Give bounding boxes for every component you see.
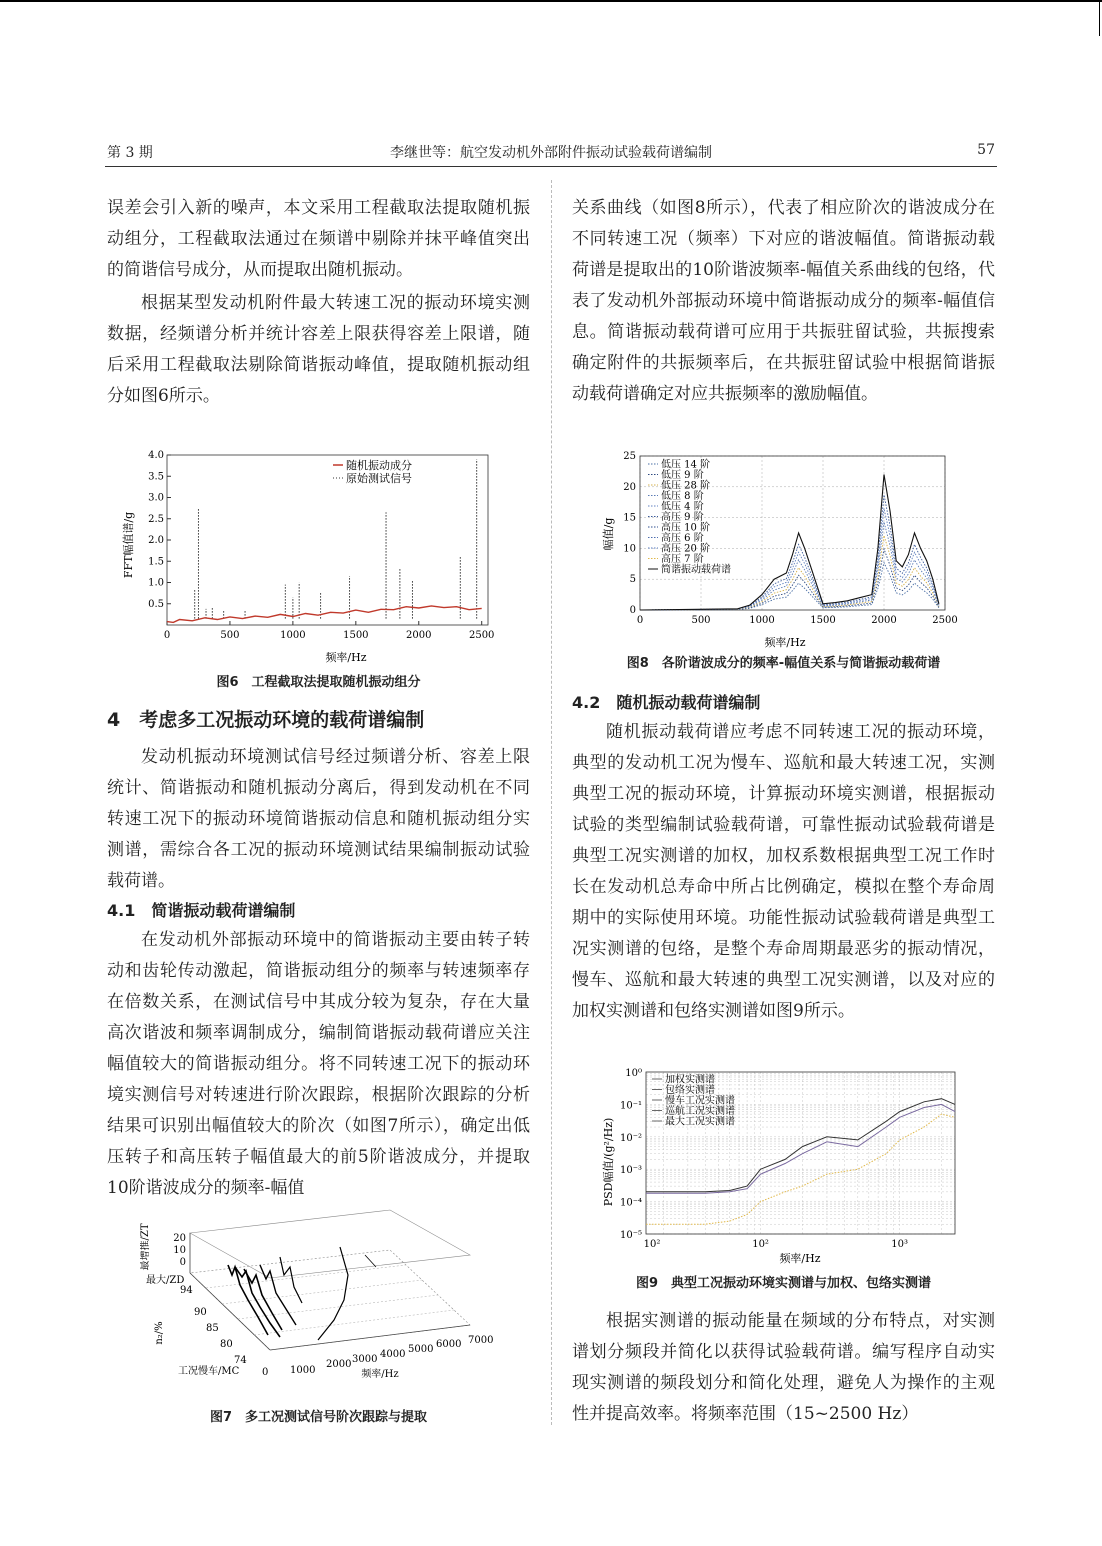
y-tick-label: 3.5 — [148, 471, 164, 483]
x-tick-label: 2000 — [406, 630, 432, 641]
x-tick-label: 1500 — [343, 630, 369, 641]
legend-label: 低压 9 阶 — [661, 470, 704, 481]
paragraph: 在发动机外部振动环境中的简谐振动主要由转子转动和齿轮传动激起，简谐振动组分的频率与转速频率存在倍数关系，在测试信号中其成分较为复杂，存在大量高次谐波和频率调制成分，编制简谐振动载荷谱应关注幅值较大的简谐振动组分。将不同转速工况下的振动环境实测信号对转速进行阶次跟踪，根据阶次跟踪的分析结果可识别出幅值较大的阶次（如图7所示），确定出低压转子和高压转子幅值最大的前5阶谐波成分，并提取10阶谐波成分的频率-幅值 — [107, 930, 530, 1198]
header-rule — [105, 166, 997, 167]
x-tick-label: 0 — [163, 630, 171, 641]
legend-label: 最大工况实测谱 — [665, 1116, 735, 1128]
figure-6-caption: 图6 工程截取法提取随机振动组分 — [216, 675, 421, 690]
paragraph: 根据某型发动机附件最大转速工况的振动环境实测数据，经频谱分析并统计容差上限获得容差上限谱，随后采用工程截取法剔除简谐振动峰值，提取随机振动组分如图6所示。 — [107, 293, 530, 406]
paragraph: 随机振动载荷谱应考虑不同转速工况的振动环境，典型的发动机工况为慢车、巡航和最大转速工况，实测典型工况的振动环境，计算振动环境实测谱，根据振动试验的类型编制试验载荷谱，可靠性振动试验载荷谱是典型工况实测谱的加权，加权系数根据典型工况工作时长在发动机总寿命中所占比例确定，模拟在整个寿命周期中的实际使用环境。功能性振动试验载荷谱是典型工况实测谱的包络，是整个寿命周期最恶劣的振动情况，慢车、巡航和最大转速的典型工况实测谱，以及对应的加权实测谱和包络实测谱如图9所示。 — [572, 722, 995, 1021]
y-axis-label: FFT幅值谱/g — [122, 511, 135, 579]
legend-label: 巡航工况实测谱 — [665, 1106, 735, 1117]
y-tick-label: 1.5 — [148, 556, 164, 568]
section-4-heading: 4 考虑多工况振动环境的载荷谱编制 — [107, 709, 425, 731]
y-axis-label: 幅值/g — [602, 517, 615, 551]
y-tick-label: 10⁻⁴ — [619, 1197, 642, 1209]
y-tick-label: 10⁻³ — [619, 1165, 642, 1177]
y-tick-label: 0 — [629, 605, 636, 616]
legend-label: 高压 7 阶 — [661, 554, 704, 565]
psd-series — [646, 1114, 955, 1224]
figure-7-caption: 图7 多工况测试信号阶次跟踪与提取 — [209, 1410, 428, 1425]
paragraph: 误差会引入新的噪声，本文采用工程截取法提取随机振动组分，工程截取法通过在频谱中剔除并抹平峰值突出的简谐信号成分，从而提取出随机振动。 — [107, 198, 530, 280]
n-axis-label: n₂/% — [154, 1321, 165, 1345]
x-tick-label: 2500 — [932, 615, 958, 626]
legend-label: 高压 20 阶 — [661, 543, 711, 555]
legend-random: 随机振动成分 — [346, 459, 412, 472]
y-axis-label: PSD幅值/(g²/Hz) — [602, 1117, 615, 1207]
legend-raw: 原始测试信号 — [346, 472, 412, 485]
x-tick-label: 1000 — [749, 615, 775, 626]
x-axis-label: 频率/Hz — [779, 1252, 821, 1265]
paragraph: 根据实测谱的振动能量在频域的分布特点，对实测谱划分频段并简化以获得试验载荷谱。编写程序自动实现实测谱的频段划分和简化处理，避免人为操作的主观性并提高效率。将频率范围（15~2500 Hz） — [572, 1311, 995, 1424]
y-tick-label: 10⁻² — [619, 1132, 642, 1144]
running-header — [107, 142, 995, 166]
left-column-top — [107, 193, 530, 412]
x-tick-label: 2000 — [871, 615, 897, 626]
y-tick-label: 3.0 — [148, 492, 164, 504]
y-tick-label: 5 — [629, 574, 636, 586]
x-axis-label: 频率/Hz — [361, 1369, 399, 1380]
legend-label: 加权实测谱 — [665, 1074, 715, 1086]
right-column-top — [572, 193, 995, 410]
random-component-line — [167, 606, 482, 623]
x-tick: 6000 — [436, 1339, 462, 1350]
y-tick-label: 2.5 — [148, 513, 164, 525]
legend-label: 包络实测谱 — [665, 1085, 715, 1096]
z-tick: 20 — [173, 1233, 186, 1244]
y-tick-label: 2.0 — [148, 535, 164, 546]
legend-label: 简谐振动载荷谱 — [661, 564, 731, 576]
running-title: 李继世等：航空发动机外部附件振动试验载荷谱编制 — [390, 145, 712, 161]
figure-8-chart — [600, 446, 970, 650]
x-tick-label: 500 — [691, 615, 711, 626]
section-4-1-heading: 4.1 简谐振动载荷谱编制 — [107, 901, 296, 920]
paragraph: 关系曲线（如图8所示），代表了相应阶次的谐波成分在不同转速工况（频率）下对应的谐波幅值。简谐振动载荷谱是提取出的10阶谐波频率-幅值关系曲线的包络，代表了发动机外部振动环境中简谐振动成分的频率-幅值信息。简谐振动载荷谱可应用于共振驻留试验，共振搜索确定附件的共振频率后，在共振驻留试验中根据简谐振动载荷谱确定对应共振频率的激励幅值。 — [572, 198, 995, 404]
x-tick-label: 10³ — [891, 1239, 909, 1250]
x-tick-label: 0 — [636, 615, 644, 626]
figure-9-chart — [600, 1064, 970, 1268]
page-number: 57 — [977, 142, 995, 158]
legend-label: 高压 10 阶 — [661, 522, 711, 534]
n-tick: 90 — [194, 1307, 207, 1318]
y-tick-label: 15 — [623, 512, 636, 524]
x-tick: 1000 — [290, 1365, 316, 1376]
legend-label: 高压 6 阶 — [661, 533, 704, 544]
left-column-section4 — [107, 705, 530, 1204]
y-tick-label: 25 — [623, 451, 636, 462]
plot-frame — [167, 455, 488, 625]
z-axis-title: 最增推/ZT — [140, 1223, 151, 1271]
legend-label: 低压 8 阶 — [661, 491, 704, 502]
x-tick-label: 500 — [220, 630, 240, 641]
x-tick: 7000 — [468, 1335, 494, 1346]
z-axis-max: 最大/ZD — [146, 1275, 185, 1286]
y-tick-label: 10 — [623, 543, 636, 555]
page-top-rule — [0, 0, 1102, 2]
x-axis-label: 频率/Hz — [325, 651, 367, 664]
right-column-section42 — [572, 689, 995, 1027]
x-axis-label: 频率/Hz — [764, 636, 806, 649]
n-tick: 80 — [220, 1339, 233, 1350]
y-tick-label: 10⁻⁵ — [619, 1230, 642, 1241]
page-corner-mark — [1099, 0, 1100, 36]
column-divider — [551, 180, 552, 1425]
legend-label: 低压 14 阶 — [661, 459, 711, 471]
figure-8-caption: 图8 各阶谐波成分的频率-幅值关系与简谐振动载荷谱 — [626, 656, 941, 671]
n-tick: 94 — [180, 1285, 193, 1296]
section-4-2-heading: 4.2 随机振动载荷谱编制 — [572, 693, 761, 712]
z-tick: 0 — [179, 1257, 186, 1268]
x-tick: 2000 — [326, 1359, 352, 1370]
legend-label: 低压 28 阶 — [661, 480, 711, 492]
y-tick-label: 10⁰ — [625, 1068, 642, 1079]
issue-number: 第 3 期 — [107, 145, 153, 161]
x-tick-label: 1500 — [810, 615, 836, 626]
figure-9-caption: 图9 典型工况振动环境实测谱与加权、包络实测谱 — [635, 1276, 932, 1291]
y-tick-label: 0.5 — [148, 598, 164, 610]
right-column-bottom — [572, 1306, 995, 1430]
y-tick-label: 4.0 — [148, 450, 164, 461]
x-tick-label: 2500 — [468, 630, 495, 641]
x-tick-label: 10² — [643, 1239, 661, 1250]
x-tick: 4000 — [380, 1349, 406, 1360]
y-tick-label: 1.0 — [148, 577, 164, 589]
legend-label: 慢车工况实测谱 — [665, 1095, 735, 1107]
figure-6-chart — [110, 445, 500, 667]
legend-label: 高压 9 阶 — [661, 512, 704, 523]
y-tick-label: 20 — [623, 481, 636, 493]
paragraph: 发动机振动环境测试信号经过频谱分析、容差上限统计、简谐振动和随机振动分离后，得到发动机在不同转速工况下的振动环境简谐振动信息和随机振动组分实测谱，需综合各工况的振动环境测试结果编制振动试验载荷谱。 — [107, 747, 530, 891]
z-tick: 10 — [173, 1245, 186, 1256]
x-tick-label: 10² — [752, 1239, 769, 1250]
x-tick: 0 — [262, 1367, 269, 1378]
n-tick: 85 — [206, 1323, 219, 1334]
y-tick-label: 10⁻¹ — [619, 1100, 642, 1112]
x-tick: 3000 — [352, 1354, 378, 1365]
legend-label: 低压 4 阶 — [661, 501, 704, 513]
figure-7-chart — [140, 1205, 520, 1395]
n-tick: 74 — [234, 1355, 247, 1366]
x-tick-label: 1000 — [280, 630, 306, 641]
idle-label: 工况慢车/MC — [178, 1366, 240, 1377]
x-tick: 5000 — [408, 1344, 434, 1355]
